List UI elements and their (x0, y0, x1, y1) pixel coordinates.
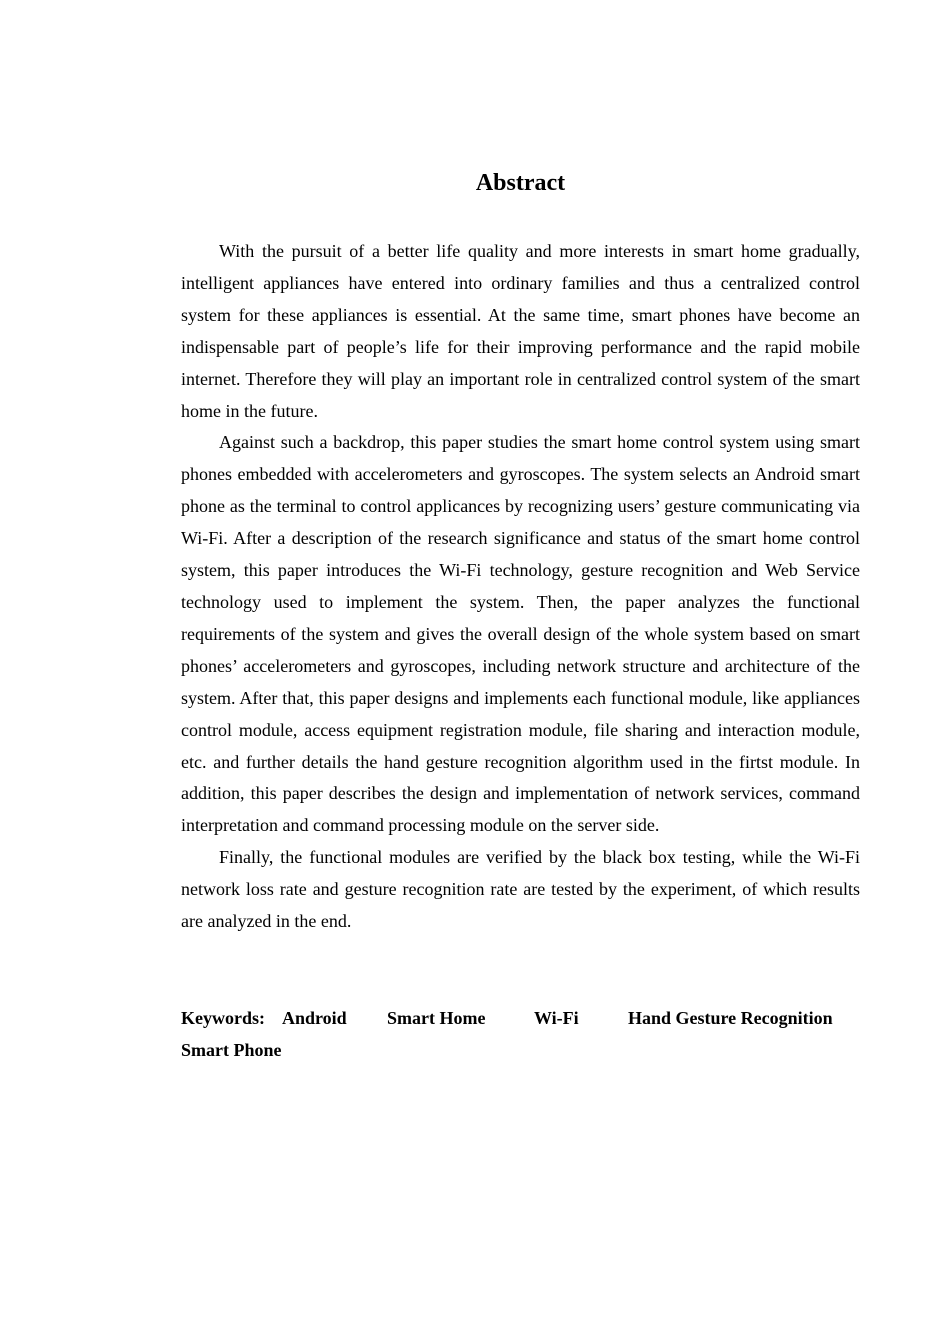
keywords-section (181, 1002, 860, 1066)
abstract-paragraph: Finally, the functional modules are verified by the black box testing, while the Wi-Fi network loss rate and gesture recognition rate are tested by the experiment, of which results are analyzed in the end. (181, 847, 860, 932)
abstract-body (181, 236, 860, 938)
keyword-item: Android (282, 1008, 347, 1028)
keywords-row (181, 1002, 860, 1034)
keywords-label: Keywords: (181, 1008, 265, 1028)
keyword-item: Smart Home (387, 1008, 486, 1028)
abstract-paragraph: With the pursuit of a better life quality and more interests in smart home gradually, intelligent appliances have entered into ordinary families and thus a centralized control system for these appliances is essential. At the same time, smart phones have become an indispensable part of people’s life for their improving performance and the rapid mobile internet. Therefore they will play an important role in centralized control system of the smart home in the future. (181, 241, 860, 421)
abstract-paragraph: Against such a backdrop, this paper studies the smart home control system using smart phones embedded with accelerometers and gyroscopes. The system selects an Android smart phone as the terminal to control applicances by recognizing users’ gesture communicating via Wi-Fi. After a description of the research significance and status of the smart home control system, this paper introduces the Wi-Fi technology, gesture recognition and Web Service technology used to implement the system. Then, the paper analyzes the functional requirements of the system and gives the overall design of the whole system based on smart phones’ accelerometers and gyroscopes, including network structure and architecture of the system. After that, this paper designs and implements each functional module, like appliances control module, access equipment registration module, file sharing and interaction module, etc. and further details the hand gesture recognition algorithm used in the firtst module. In addition, this paper describes the design and implementation of network services, command interpretation and command processing module on the server side. (181, 432, 860, 836)
keyword-item: Hand Gesture Recognition (628, 1008, 833, 1028)
keyword-item: Smart Phone (181, 1040, 282, 1060)
abstract-heading: Abstract (475, 170, 566, 196)
keywords-row (181, 1034, 860, 1066)
keyword-item: Wi-Fi (534, 1008, 579, 1028)
